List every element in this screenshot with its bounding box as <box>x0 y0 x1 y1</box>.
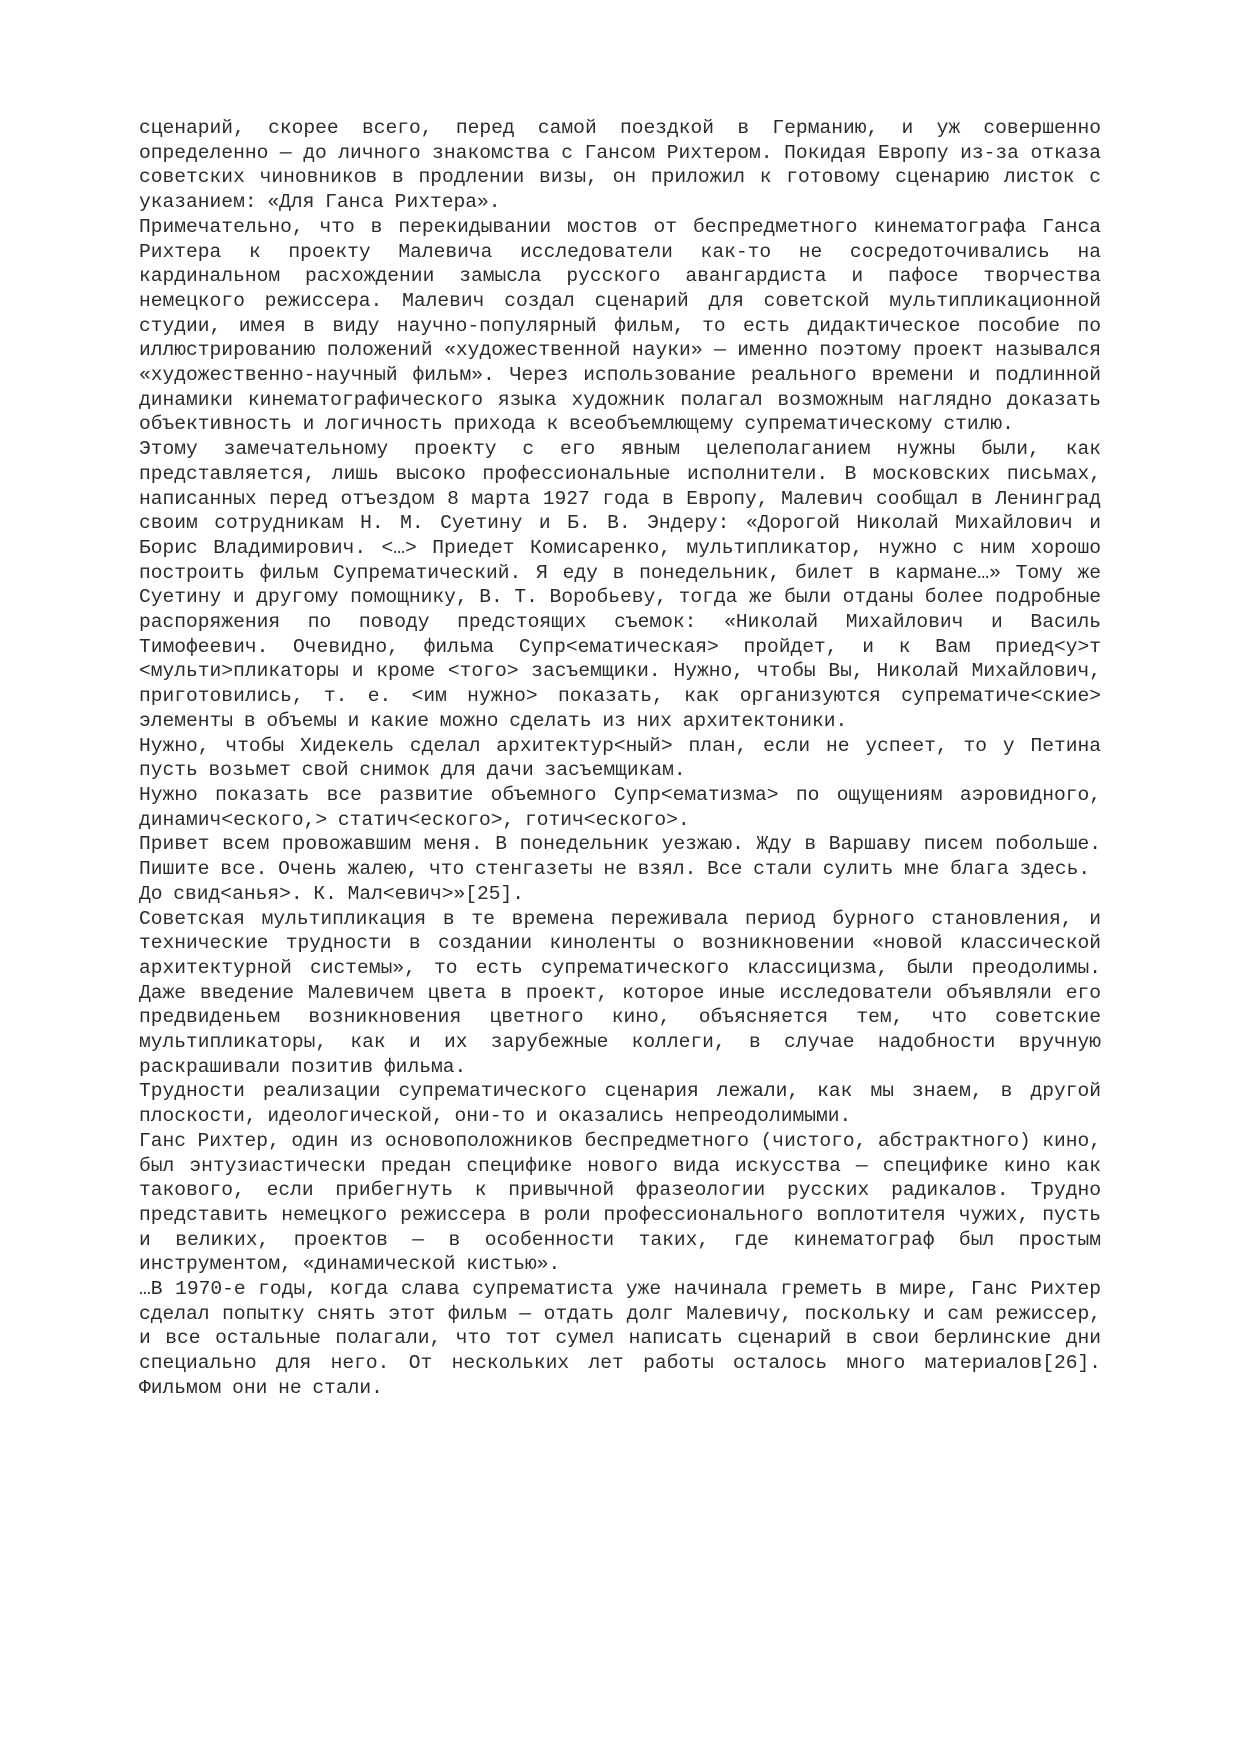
paragraph: До свид<анья>. К. Мал<евич>»[25]. <box>139 882 525 905</box>
paragraph: Трудности реализации супрематического сценария лежали, как мы знаем, в другой плоскости, идеологической, они-то и оказались непреодолимыми. <box>139 1080 1101 1128</box>
paragraph: сценарий, скорее всего, перед самой поездкой в Германию, и уж совершенно определенно — до личного знакомства с Гансом Рихтером. Покидая Европу из-за отказа советских чиновников в продлении визы, он приложил к готовому сценарию листок с указанием: «Для Ганса Рихтера». <box>139 117 1101 214</box>
paragraph: Этому замечательному проекту с его явным целеполаганием нужны были, как представляется, лишь высоко профессиональные исполнители. В московских письмах, написанных перед отъездом 8 марта 1927 года в Европу, Малевич сообщал в Ленинград своим сотрудникам Н. М. Суетину и Б. В. Эндеру: «Дорогой Николай Михайлович и Борис Владимирович. <…> Приедет Комисаренко, мультипликатор, нужно с ним хорошо построить фильм Супрематический. Я еду в понедельник, билет в кармане…» Тому же Суетину и другому помощнику, В. Т. Воробьеву, тогда же были отданы более подробные распоряжения по поводу предстоящих съемок: «Николай Михайлович и Василь Тимофеевич. Очевидно, фильма Супр<ематическая> пройдет, и к Вам приед<у>т <мульти>пликаторы и кроме <того> засъемщики. Нужно, чтобы Вы, Николай Михайлович, приготовились, т. е. <им нужно> показать, как организуются супрематиче<ские> элементы в объемы и какие можно сделать из них архитектоники. <box>139 438 1101 732</box>
paragraph: Советская мультипликация в те времена переживала период бурного становления, и технические трудности в создании киноленты о возникновении «новой классической архитектурной системы», то есть супрематического классицизма, были преодолимы. Даже введение Малевичем цвета в проект, которое иные исследователи объявляли его предвиденьем возникновения цветного кино, объясняется тем, что советские мультипликаторы, как и их зарубежные коллеги, в случае надобности вручную раскрашивали позитив фильма. <box>139 907 1101 1078</box>
paragraph: Ганс Рихтер, один из основоположников беспредметного (чистого, абстрактного) кино, был энтузиастически предан специфике нового вида искусства — специфике кино как такового, если прибегнуть к привычной фразеологии русских радикалов. Трудно представить немецкого режиссера в роли профессионального воплотителя чужих, пусть и великих, проектов — в особенности таких, где кинематограф был простым инструментом, «динамической кистью». <box>139 1129 1101 1276</box>
paragraph: Примечательно, что в перекидывании мостов от беспредметного кинематографа Ганса Рихтера к проекту Малевича исследователи как-то не сосредоточивались на кардинальном расхождении замысла русского авангардиста и пафосе творчества немецкого режиссера. Малевич создал сценарий для советской мультипликационной студии, имея в виду научно-популярный фильм, то есть дидактическое пособие по иллюстрированию положений «художественной науки» — именно поэтому проект назывался «художественно-научный фильм». Через использование реального времени и подлинной динамики кинематографического языка художник полагал возможным наглядно доказать объективность и логичность прихода к всеобъемлющему супрематическому стилю. <box>139 215 1101 436</box>
paragraph: …В 1970-е годы, когда слава супрематиста уже начинала греметь в мире, Ганс Рихтер сделал попытку снять этот фильм — отдать долг Малевичу, поскольку и сам режиссер, и все остальные полагали, что тот сумел написать сценарий в свои берлинские дни специально для него. От нескольких лет работы осталось много материалов[26]. Фильмом они не стали. <box>139 1278 1101 1399</box>
paragraph: Нужно показать все развитие объемного Супр<ематизма> по ощущениям аэровидного, динамич<еского,> статич<еского>, готич<еского>. <box>139 783 1101 831</box>
paragraph: Нужно, чтобы Хидекель сделал архитектур<ный> план, если не успеет, то у Петина пусть возьмет свой снимок для дачи засъемщикам. <box>139 734 1101 782</box>
paragraph: Привет всем провожавшим меня. В понедельник уезжаю. Жду в Варшаву писем побольше. Пишите все. Очень жалею, что стенгазеты не взял. Все стали сулить мне блага здесь. <box>139 833 1101 881</box>
document-page <box>139 116 1101 1401</box>
